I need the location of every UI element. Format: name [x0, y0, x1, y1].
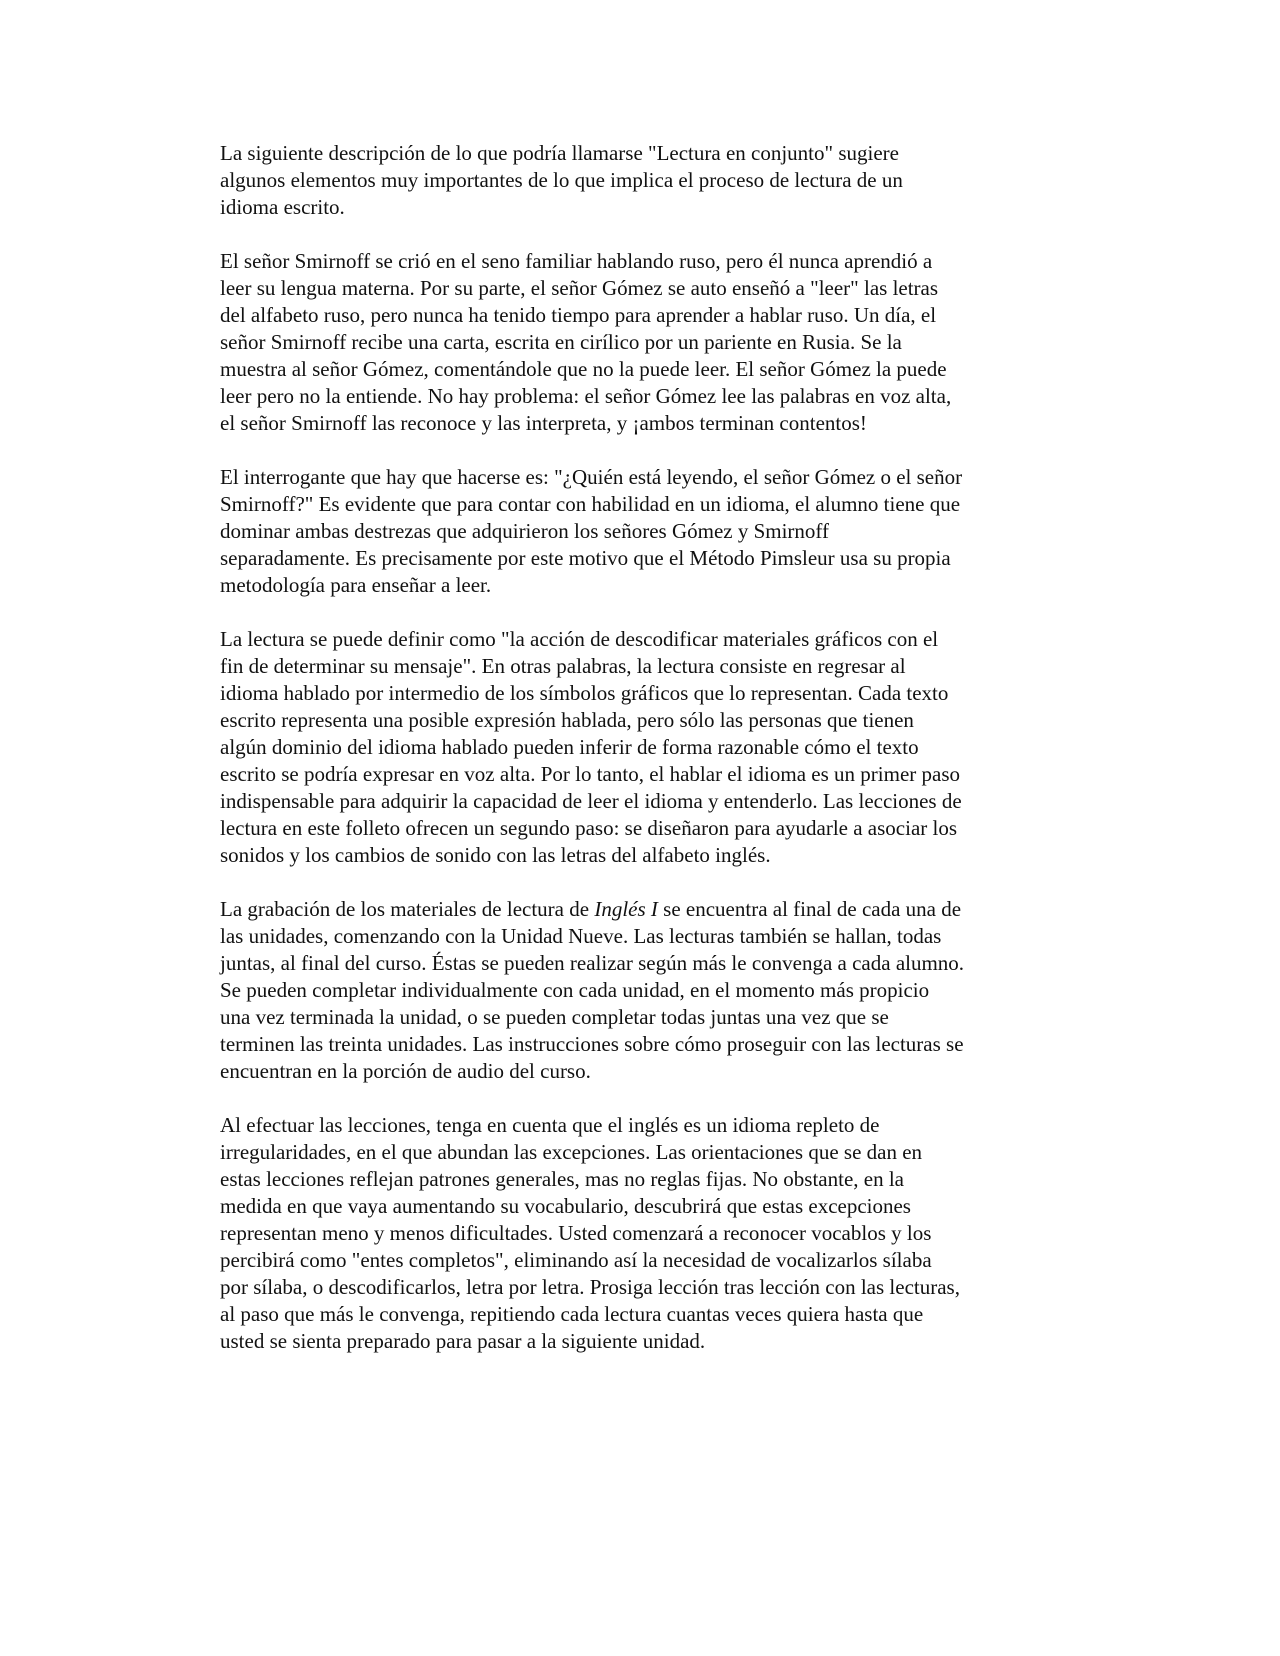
paragraph-recording-start: La grabación de los materiales de lectura de [220, 897, 595, 921]
paragraph-recording-end: se encuentra al final de cada una de las unidades, comenzando con la Unidad Nueve. Las lecturas también se hallan, todas juntas, al final del curso. Éstas se pueden realizar según más le convenga a cada alumno. Se pueden completar individualmente con cada unidad, en el momento más propicio una vez terminada la unidad, o se pueden completar todas juntas una vez que se terminen las treinta unidades. Las instrucciones sobre cómo proseguir con las lecturas se encuentran en la porción de audio del curso. [220, 897, 965, 1083]
paragraph-smirnoff-gomez: El señor Smirnoff se crió en el seno familiar hablando ruso, pero él nunca aprendió a leer su lengua materna. Por su parte, el señor Gómez se auto enseñó a "leer" las letras del alfabeto ruso, pero nunca ha tenido tiempo para aprender a hablar ruso. Un día, el señor Smirnoff recibe una carta, escrita en cirílico por un pariente en Rusia. Se la muestra al señor Gómez, comentándole que no la puede leer. El señor Gómez la puede leer pero no la entiende. No hay problema: el señor Gómez lee las palabras en voz alta, el señor Smirnoff las reconoce y las interpreta, y ¡ambos terminan contentos! [220, 249, 952, 435]
paragraph-lessons-advice: Al efectuar las lecciones, tenga en cuenta que el inglés es un idioma repleto de irregularidades, en el que abundan las excepciones. Las orientaciones que se dan en estas lecciones reflejan patrones generales, mas no reglas fijas. No obstante, en la medida en que vaya aumentando su vocabulario, descubrirá que estas excepciones representan meno y menos dificultades. Usted comenzará a reconocer vocablos y los percibirá como "entes completos", eliminando así la necesidad de vocalizarlos sílaba por sílaba, o descodificarlos, letra por letra. Prosiga lección tras lección con las lecturas, al paso que más le convenga, repitiendo cada lectura cuantas veces quiera hasta que usted se sienta preparado para pasar a la siguiente unidad. [220, 1113, 960, 1353]
paragraph-question: El interrogante que hay que hacerse es: "¿Quién está leyendo, el señor Gómez o el señor Smirnoff?" Es evidente que para contar con habilidad en un idioma, el alumno tiene que dominar ambas destrezas que adquirieron los señores Gómez y Smirnoff separadamente. Es precisamente por este motivo que el Método Pimsleur usa su propia metodología para enseñar a leer. [220, 465, 963, 597]
paragraph-recording [220, 896, 1070, 1085]
paragraph-reading-definition: La lectura se puede definir como "la acción de descodificar materiales gráficos con el fin de determinar su mensaje". En otras palabras, la lectura consiste en regresar al idioma hablado por intermedio de los símbolos gráficos que lo representan. Cada texto escrito representa una posible expresión hablada, pero sólo las personas que tienen algún dominio del idioma hablado pueden inferir de forma razonable cómo el texto escrito se podría expresar en voz alta. Por lo tanto, el hablar el idioma es un primer paso indispensable para adquirir la capacidad de leer el idioma y entenderlo. Las lecciones de lectura en este folleto ofrecen un segundo paso: se diseñaron para ayudarle a asociar los sonidos y los cambios de sonido con las letras del alfabeto inglés. [220, 627, 962, 867]
course-title: Inglés I [594, 897, 658, 921]
paragraph-intro: La siguiente descripción de lo que podría llamarse "Lectura en conjunto" sugiere algunos elementos muy importantes de lo que implica el proceso de lectura de un idioma escrito. [220, 141, 903, 219]
document-page [220, 140, 1070, 1355]
